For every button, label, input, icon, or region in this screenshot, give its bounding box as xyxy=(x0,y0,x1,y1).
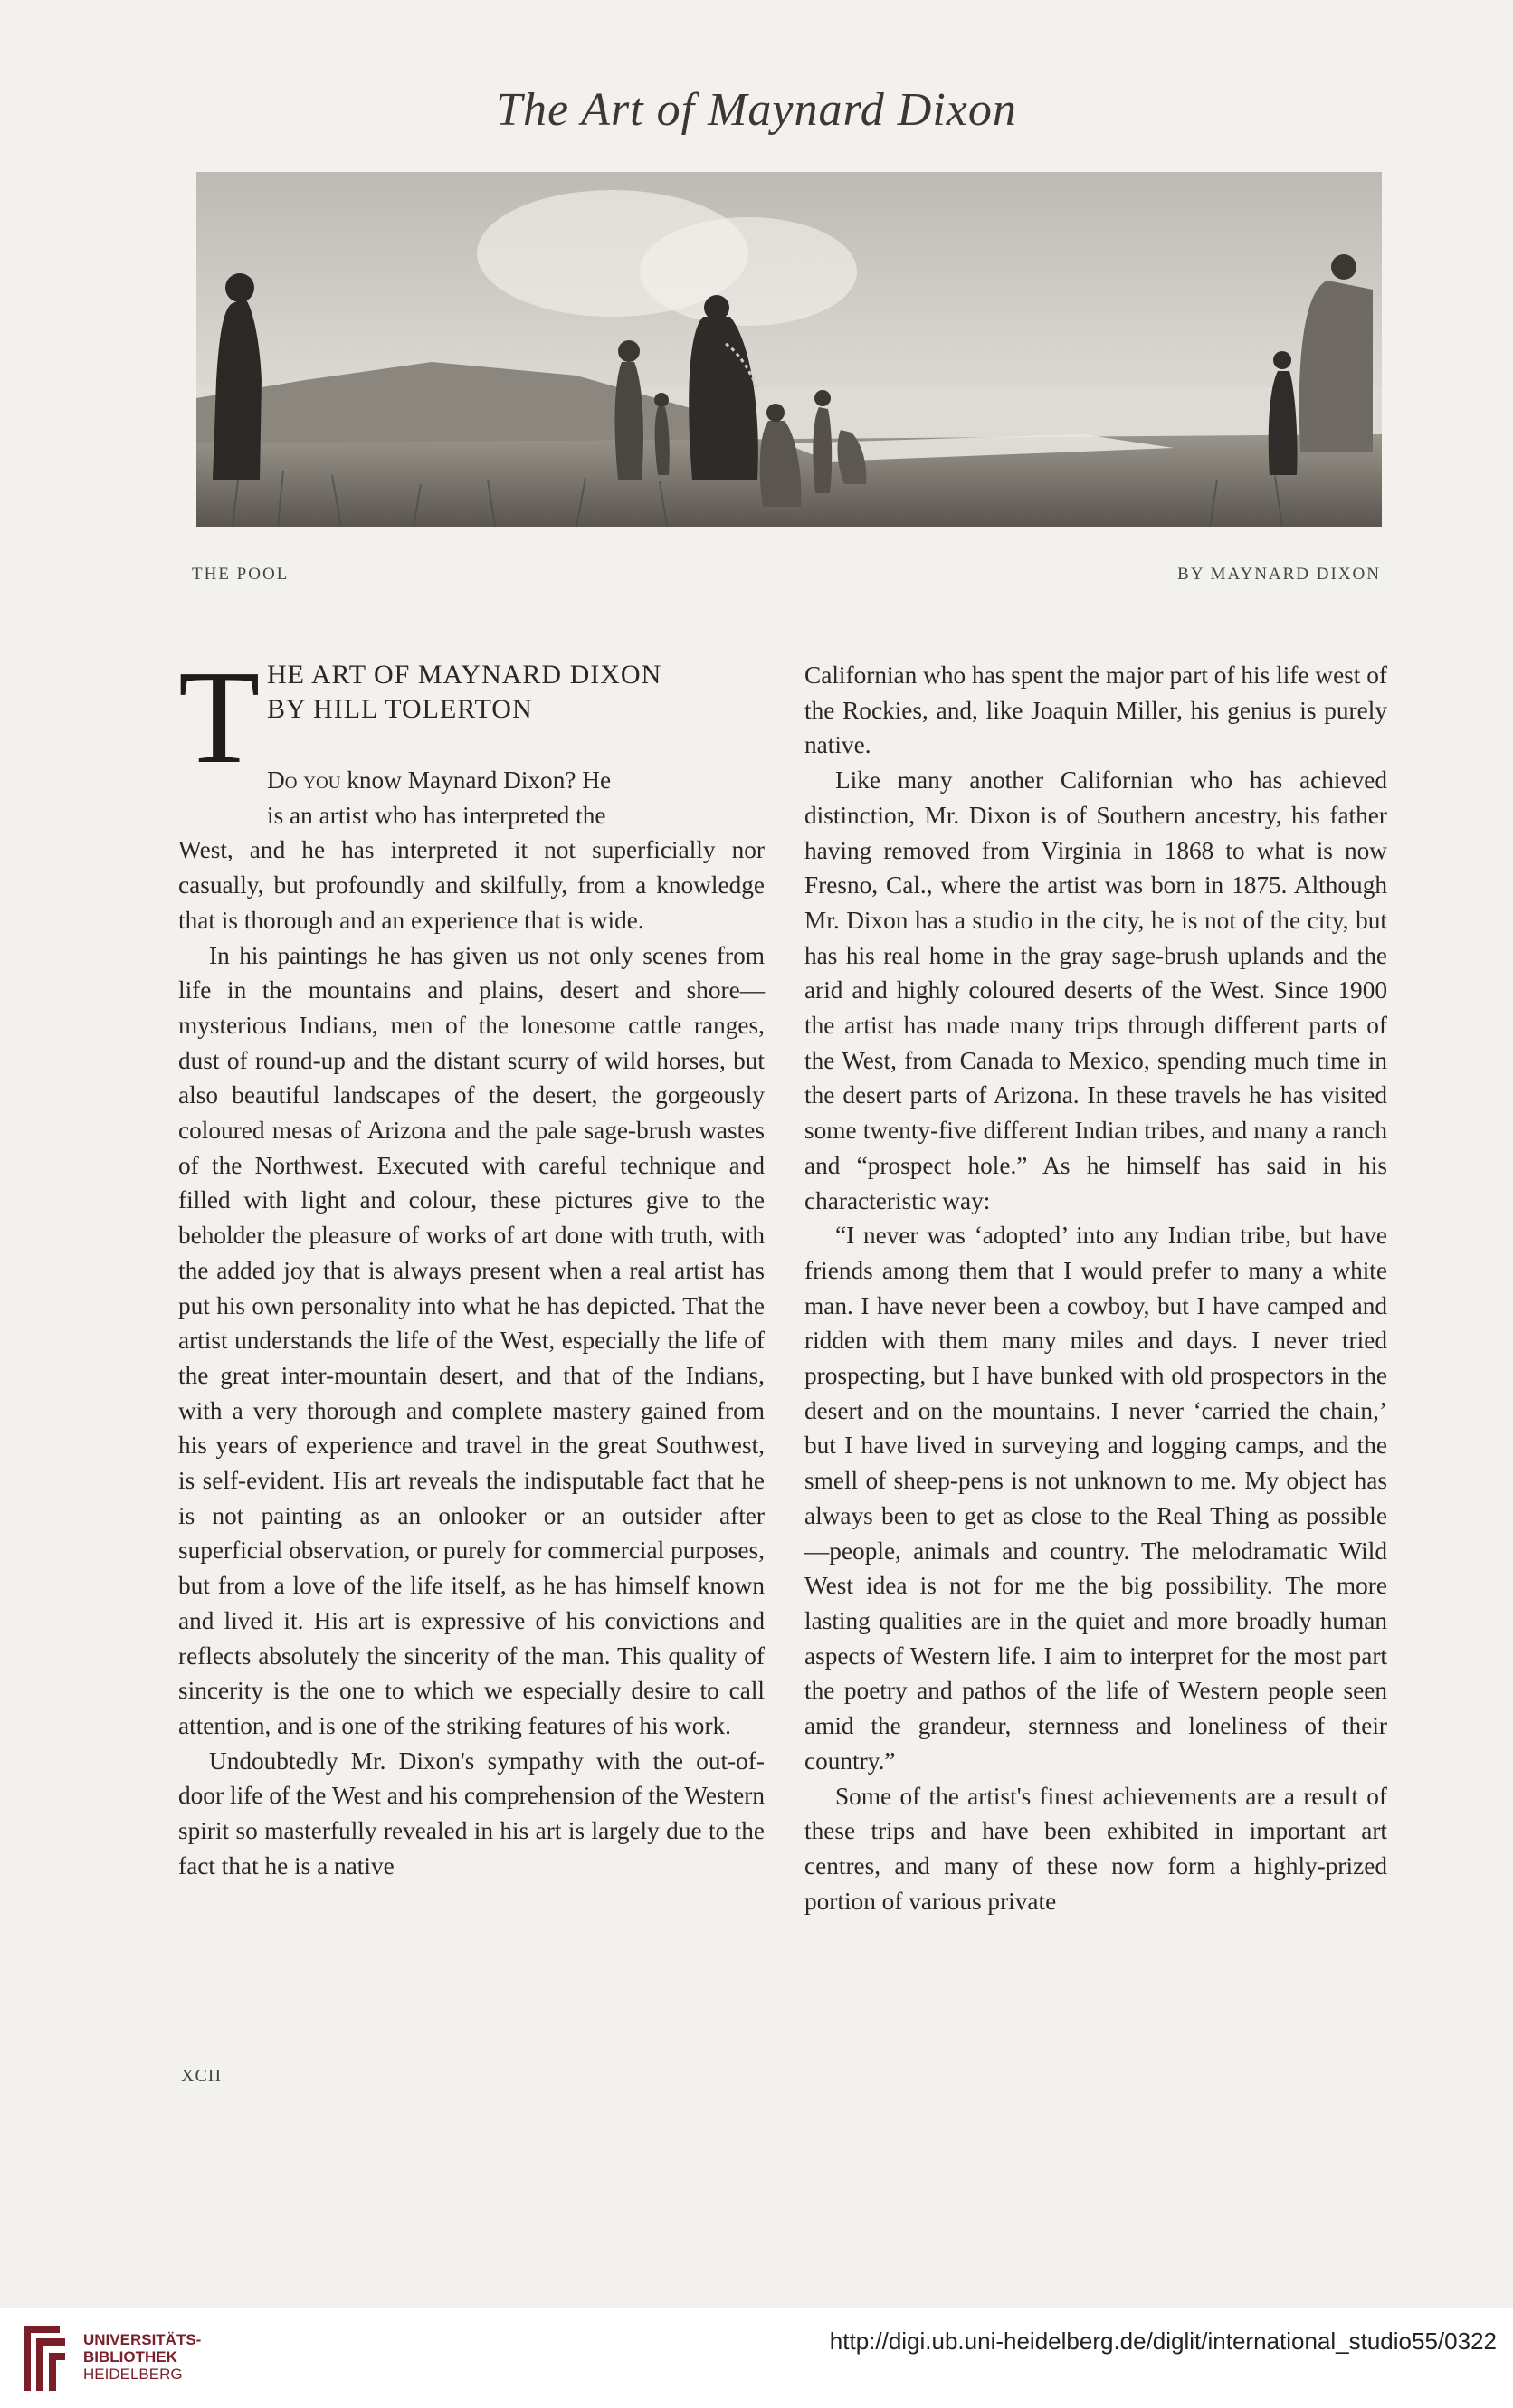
article-byline: BY HILL TOLERTON xyxy=(267,694,533,724)
plate-caption-credit: BY MAYNARD DIXON xyxy=(1177,565,1381,584)
library-name-line-1: UNIVERSITÄTS- xyxy=(83,2331,202,2348)
library-name-line-3: HEIDELBERG xyxy=(83,2365,183,2383)
first-para-line-2: is an artist who has interpreted the xyxy=(267,801,606,829)
first-para-line-1 xyxy=(267,763,765,798)
article-title: HE ART OF MAYNARD DIXON xyxy=(267,660,662,690)
paragraph: Californian who has spent the major part of his life west of the Rockies, and, like Joaquin Miller, his genius is purely native. xyxy=(804,661,1387,759)
painting-plate xyxy=(196,172,1382,527)
left-column xyxy=(178,643,765,1884)
painting-image xyxy=(196,172,1382,527)
page-number: XCII xyxy=(181,2066,223,2086)
paragraph: “I never was ‘adopted’ into any Indian tribe, but have friends among them that I would prefer to many a white man. I have never been a cowboy, but I have camped and ridden with them many miles and days. I never tried prospecting, but I have bunked with old prospectors in the desert and on the mountains. I never ‘carried the chain,’ but I have lived in surveying and logging camps, and the smell of sheep-pens is not unknown to me. My object has always been to get as close to the Real Thing as possible—people, animals and country. The melodramatic Wild West idea is not for me the big possibility. The more lasting qualities are in the quiet and more broadly human aspects of Western life. I aim to interpret for the most part the poetry and pathos of the life of Western people seen amid the grandeur, sternness and loneliness of their country.” xyxy=(804,1222,1387,1775)
lead-in-words: Do you xyxy=(267,766,341,794)
paragraph: Some of the artist's finest achievements are a result of these trips and have been exhibited in important art centres, and many of these now form a highly-prized portion of various private xyxy=(804,1782,1387,1915)
paragraph: Undoubtedly Mr. Dixon's sympathy with the out-of-door life of the West and his comprehension of the Western spirit so masterfully revealed in his art is largely due to the fact that he is a native xyxy=(178,1747,765,1880)
plate-caption-title: THE POOL xyxy=(192,565,290,584)
running-title: The Art of Maynard Dixon xyxy=(496,84,1017,136)
source-url-link[interactable]: http://digi.ub.uni-heidelberg.de/diglit/international_studio55/0322 xyxy=(829,2327,1497,2355)
library-name xyxy=(83,2331,201,2383)
drop-cap: T xyxy=(178,643,261,792)
first-para-rest: West, and he has interpreted it not superficially nor casually, but profoundly and skilfully, from a knowledge that is thorough and an experience that is wide. xyxy=(178,836,765,934)
library-logo-icon xyxy=(18,2320,71,2396)
first-paragraph xyxy=(178,763,765,938)
right-column xyxy=(804,658,1387,1918)
paragraph: Like many another Californian who has achieved distinction, Mr. Dixon is of Southern ancestry, his father having removed from Virginia in 1868 to what is now Fresno, Cal., where the artist was born in 1875. Although Mr. Dixon has a studio in the city, he is not of the city, but has his real home in the gray sage-brush uplands and the arid and highly coloured deserts of the West. Since 1900 the artist has made many trips through different parts of the West, from Canada to Mexico, spending much time in the desert parts of Arizona. In these travels he has visited some twenty-five different Indian tribes, and many a ranch and “prospect hole.” As he himself has said in his characteristic way: xyxy=(804,766,1387,1214)
paragraph: In his paintings he has given us not only scenes from life in the mountains and plains, desert and shore—mysterious Indians, men of the lonesome cattle ranges, dust of round-up and the distant scurry of wild horses, but also beautiful landscapes of the desert, the gorgeously coloured mesas of Arizona and the pale sage-brush wastes of the Northwest. Executed with careful technique and filled with light and colour, these pictures give to the beholder the pleasure of works of art done with truth, with the added joy that is always present when a real artist has put his own personality into what he has depicted. That the artist understands the life of the West, especially the life of the great inter-mountain desert, and that of the Indians, with a very thorough and complete mastery gained from his years of experience and travel in the great Southwest, is self-evident. His art reveals the indisputable fact that he is not painting as an onlooker or an outsider after superficial observation, or purely for commercial purposes, but from a love of the life itself, as he has himself known and lived it. His art is expressive of his convictions and reflects absolutely the sincerity of the man. This quality of sincerity is the one to which we especially desire to call attention, and is one of the striking features of his work. xyxy=(178,941,765,1739)
library-footer xyxy=(0,2308,1513,2408)
library-name-line-2: BIBLIOTHEK xyxy=(83,2348,177,2365)
first-para-line-1-text: know Maynard Dixon? He xyxy=(340,766,612,794)
